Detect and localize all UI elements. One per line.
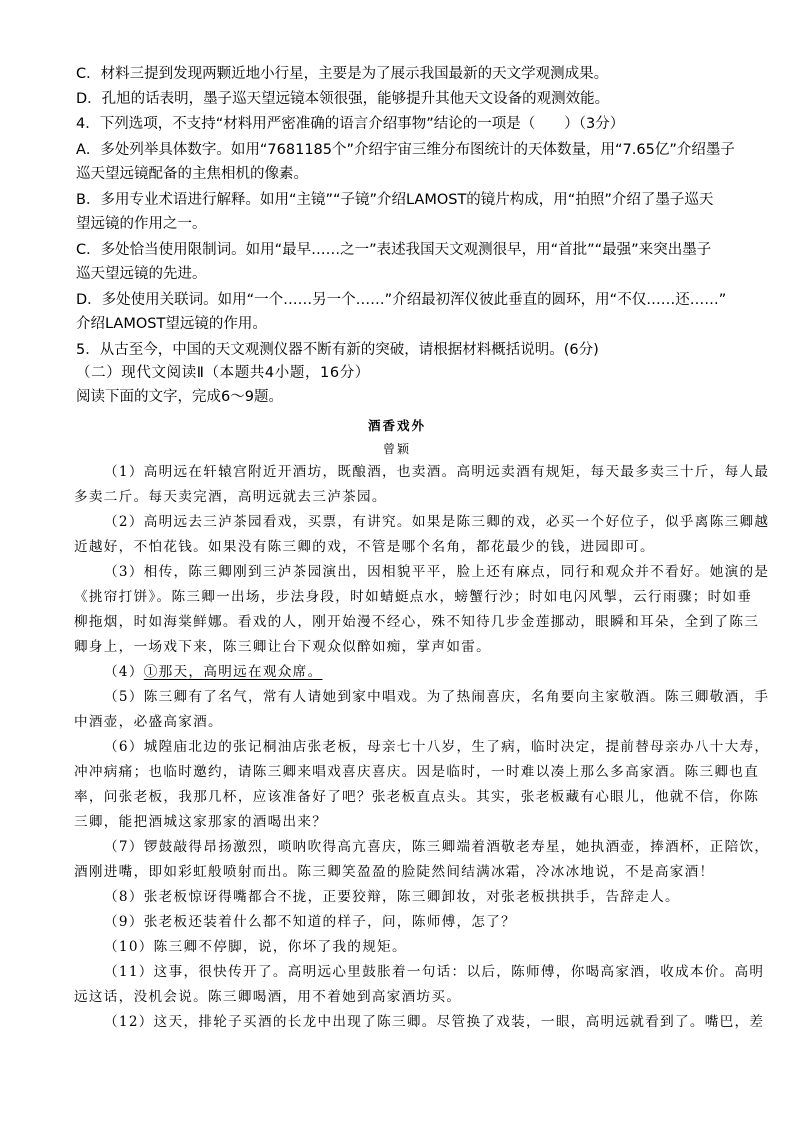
paragraph-9: （9）张老板还装着什么都不知道的样子，问，陈师傅，怎了？: [104, 914, 517, 930]
story-title: 酒香戏外: [367, 418, 426, 433]
paragraph-5-line1: （5）陈三卿有了名气，常有人请她到家中唱戏。为了热闹喜庆，名角要向主家敬酒。陈三卿敬酒，手: [104, 689, 770, 705]
paragraph-11-line1: （11）这事，很快传开了。高明远心里鼓胀着一句话：以后，陈师傅，你喝高家酒，收成本价。高明: [104, 964, 765, 980]
question-4-option-a-line2: 巡天望远镜配备的主焦相机的像素。: [76, 166, 308, 182]
reading-instruction: 阅读下面的文字，完成6～9题。: [76, 389, 283, 405]
paragraph-5-line2: 中酒壶，必盛高家酒。: [74, 714, 223, 730]
question-3-option-d: D．孔旭的话表明，墨子巡天望远镜本领很强，能够提升其他天文设备的观测效能。: [76, 91, 610, 107]
paragraph-1-line1: （1）高明远在轩辕宫附近开酒坊，既酿酒，也卖酒。高明远卖酒有规矩，每天最多卖三十斤，每人最: [104, 464, 770, 480]
paragraph-6-line3: 率，问张老板，我那几杯，应该准备好了吧？张老板直点头。其实，张老板藏有心眼儿，他就不信，你陈: [74, 789, 760, 805]
question-3-option-c: C．材料三提到发现两颗近地小行星，主要是为了展示我国最新的天文学观测成果。: [76, 66, 609, 82]
paragraph-4-underlined-sentence: ①那天，高明远在观众席。: [143, 664, 323, 680]
paragraph-6-line4: 三卿，能把酒城这家那家的酒喝出来？: [74, 814, 328, 830]
question-4-option-c-line1: C．多处恰当使用限制词。如用“最早……之一”表述我国天文观测很早，用“首批”“最强”来突出墨子: [76, 242, 712, 258]
paragraph-11-line2: 远这话，没机会说。陈三卿喝酒，用不着她到高家酒坊买。: [74, 989, 462, 1005]
section-heading: （二）现代文阅读Ⅱ（本题共4小题，16分）: [76, 365, 370, 381]
question-4-option-d-line2: 介绍LAMOST望远镜的作用。: [76, 316, 267, 332]
paragraph-2-line2: 近越好，不怕花钱。如果没有陈三卿的戏，不管是哪个名角，都花最少的钱，进园即可。: [74, 539, 655, 555]
paragraph-3-line1: （3）相传，陈三卿刚到三泸茶园演出，因相貌平平，脸上还有麻点，同行和观众并不看好。她演的是: [104, 564, 770, 580]
paragraph-6-line2: 冲冲病痛；也临时邀约，请陈三卿来唱戏喜庆喜庆。因是临时，一时难以凑上那么多高家酒。陈三卿也直: [74, 764, 760, 780]
paragraph-6-line1: （6）城隍庙北边的张记桐油店张老板，母亲七十八岁，生了病，临时决定，提前替母亲办八十大寿，: [104, 739, 770, 755]
paragraph-3-line4: 卿身上，一场戏下来，陈三卿让台下观众似醉如痴，掌声如雷。: [74, 639, 492, 655]
paragraph-4: [104, 662, 728, 682]
paragraph-7-line1: （7）锣鼓敲得昂扬激烈，唢呐吹得高亢喜庆，陈三卿端着酒敬老寿星，她执酒壶，捧酒杯，正陪饮，: [104, 839, 770, 855]
paragraph-3-line3: 柳拖烟，时如海棠鲜娜。看戏的人，刚开始漫不经心，殊不知待几步金莲挪动，眼瞬和耳朵，全到了陈三: [74, 614, 760, 630]
question-4-option-b-line1: B．多用专业术语进行解释。如用“主镜”“子镜”介绍LAMOST的镜片构成，用“拍照”介绍了墨子巡天: [76, 192, 714, 208]
paragraph-1-line2: 多卖二斤。每天卖完酒，高明远就去三泸茶园。: [74, 489, 387, 505]
paragraph-8: （8）张老板惊讶得嘴都合不拢，正要狡辩，陈三卿卸妆，对张老板拱拱手，告辞走人。: [104, 889, 680, 905]
question-4-stem: 4．下列选项，不支持“材料用严密准确的语言介绍事物”结论的一项是（ ）（3分）: [76, 116, 625, 132]
paragraph-3-line2: 《挑帘打饼》。陈三卿一出场，步法身段，时如蜻蜓点水，螃蟹行沙；时如电闪风掣，云行雨骤；时如垂: [74, 589, 753, 605]
paragraph-12-line1: （12）这天，排轮子买酒的长龙中出现了陈三卿。尽管换了戏装，一眼，高明远就看到了。嘴巴，差: [104, 1014, 765, 1030]
paragraph-10: （10）陈三卿不停脚，说，你坏了我的规矩。: [104, 939, 407, 955]
paragraph-4-number: （4）: [104, 664, 144, 680]
question-4-option-a-line1: A．多处列举具体数字。如用“7681185个”介绍宇宙三维分布图统计的天体数量，用“7.65亿”介绍墨子: [76, 142, 735, 158]
question-4-option-d-line1: D．多处使用关联词。如用“一个……另一个……”介绍最初浑仪彼此垂直的圆环，用“不仅……还……”: [76, 292, 727, 308]
question-4-option-b-line2: 望远镜的作用之一。: [76, 216, 207, 232]
question-5-stem: 5．从古至今，中国的天文观测仪器不断有新的突破，请根据材料概括说明。(6分): [76, 342, 599, 358]
question-4-option-c-line2: 巡天望远镜的先进。: [76, 266, 207, 282]
paragraph-7-line2: 酒刚进嘴，即如彩虹般喷射而出。陈三卿笑盈盈的脸陡然间结满冰霜，冷冰冰地说，不是高家酒！: [74, 864, 715, 880]
story-author: 曾颖: [382, 442, 411, 456]
paragraph-2-line1: （2）高明远去三泸茶园看戏，买票，有讲究。如果是陈三卿的戏，必买一个好位子，似乎离陈三卿越: [104, 514, 770, 530]
